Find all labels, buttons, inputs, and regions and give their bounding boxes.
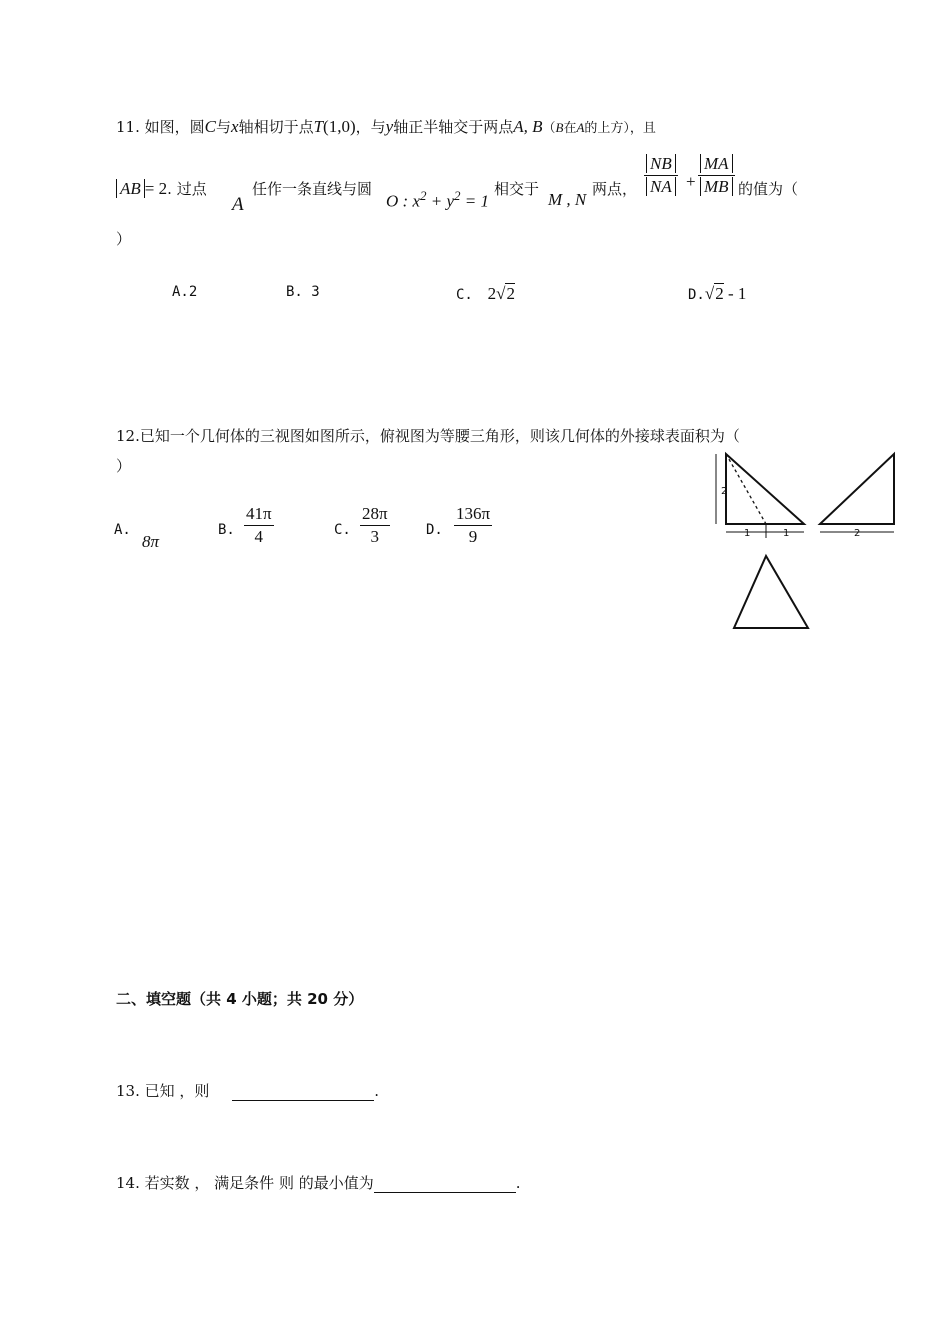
q11-option-c — [456, 284, 515, 304]
three-view-figure — [708, 446, 904, 642]
q11-option-d — [688, 284, 746, 304]
question-14 — [116, 1172, 521, 1193]
q11-text: 的上方），且 — [584, 121, 656, 136]
frac-den: 9 — [468, 527, 478, 546]
q12-option-c-label: C. — [334, 522, 351, 538]
frac-den: 4 — [254, 527, 264, 546]
option-label: D. — [688, 287, 705, 303]
sqrt-symbol: √ — [704, 284, 715, 303]
frac-num: 41π — [244, 504, 274, 526]
minus-one: - 1 — [723, 284, 747, 303]
q11-text: 如图，圆 — [144, 118, 205, 136]
frac-ma-mb — [698, 154, 735, 197]
sqrt-arg: 2 — [506, 284, 515, 303]
points-ab: A, B — [513, 117, 543, 136]
abs-na: NA — [646, 177, 676, 196]
frac-num: 136π — [454, 504, 492, 526]
q11-line1 — [116, 116, 656, 137]
q11-text: 轴相切于点 — [238, 118, 314, 136]
var-x: x — [231, 117, 239, 136]
option-label: C. — [456, 287, 473, 303]
q12-number: 12. — [116, 427, 140, 445]
q11-text: . — [167, 180, 172, 198]
top-view — [734, 556, 808, 628]
q11-close: ） — [116, 230, 132, 248]
section-2-title: 二、填空题（共 4 小题；共 20 分） — [116, 990, 364, 1008]
eq-2: = 2 — [144, 179, 168, 198]
abs-ma: MA — [700, 154, 733, 173]
frac-num: 28π — [360, 504, 390, 526]
var-t: T — [313, 117, 324, 136]
dim-height-label: 2 — [721, 486, 728, 497]
abs-mb: MB — [700, 177, 733, 196]
plus-y: + y — [426, 191, 455, 211]
side-view — [820, 454, 894, 532]
dim-base1-label: 1 — [744, 528, 751, 539]
q11-option-b: B. 3 — [286, 284, 320, 300]
q11-text: （ — [542, 121, 556, 136]
var-mn: M , N — [548, 190, 587, 209]
var-a: A — [576, 120, 585, 135]
abs-ab: AB — [116, 179, 145, 198]
q11-text: 过点 — [176, 180, 207, 198]
q12-option-d-frac — [454, 504, 492, 547]
circle-o: O : x — [386, 191, 420, 211]
var-y: y — [385, 117, 394, 136]
var-a-sub: A — [232, 194, 244, 215]
q14-text: 若实数 ， 满足条件 则 的最小值为 — [144, 1174, 374, 1192]
q11-option-a: A.2 — [172, 284, 198, 300]
hidden-edge-line — [726, 454, 766, 524]
sup-2: 2 — [454, 188, 461, 203]
q12-line1 — [116, 425, 740, 446]
dim-width-label: 2 — [854, 528, 861, 539]
q14-number: 14. — [116, 1174, 140, 1192]
q13-answer-blank[interactable] — [232, 1100, 374, 1101]
q13-number: 13. — [116, 1082, 140, 1100]
q12-option-b-frac — [244, 504, 274, 547]
q11-text: 的值为（ — [738, 180, 799, 198]
dim-base2-label: 1 — [783, 528, 790, 539]
sqrt-symbol: √ — [496, 284, 506, 303]
circle-o-eq — [386, 188, 489, 212]
question-13 — [116, 1080, 379, 1101]
q11-text: 两点， — [592, 180, 638, 198]
var-c: C — [204, 117, 216, 136]
q11-text: ，与 — [355, 118, 386, 136]
q12-text: 已知一个几何体的三视图如图所示，俯视图为等腰三角形，则该几何体的外接球表面积为（ — [139, 427, 740, 445]
sup-2: 2 — [419, 188, 427, 203]
top-view-triangle — [734, 556, 808, 628]
sqrt-arg: 2 — [715, 284, 724, 303]
frac-den: 3 — [370, 527, 380, 546]
coef-2: 2 — [487, 284, 497, 303]
q13-end: . — [374, 1082, 379, 1100]
eq-1: = 1 — [460, 191, 489, 211]
q11-text: 相交于 — [494, 180, 540, 198]
q12-option-a-label: A. — [114, 522, 131, 538]
q12-option-a-value: 8π — [142, 532, 160, 551]
q11-text: 任作一条直线与圆 — [252, 180, 373, 198]
q13-text: 已知 ，则 — [144, 1082, 210, 1100]
q11-text: 在 — [563, 121, 577, 136]
front-view — [716, 454, 804, 538]
front-view-triangle — [726, 454, 804, 524]
frac-nb-na — [644, 154, 678, 197]
q12-option-b-label: B. — [218, 522, 235, 538]
q12-close: ） — [116, 457, 132, 475]
point-t-coord: (1,0) — [323, 117, 356, 136]
q14-end: . — [515, 1174, 521, 1192]
q14-answer-blank[interactable] — [374, 1192, 516, 1193]
side-view-triangle — [820, 454, 894, 524]
abs-nb: NB — [646, 154, 676, 173]
q12-option-c-frac — [360, 504, 390, 547]
q12-option-d-label: D. — [426, 522, 443, 538]
plus-sign: + — [686, 172, 696, 191]
q11-text: 轴正半轴交于两点 — [393, 118, 514, 136]
var-b: B — [555, 120, 564, 135]
q11-text: 与 — [216, 118, 232, 136]
q11-number: 11. — [116, 118, 140, 136]
q11-line2-a — [116, 178, 207, 199]
